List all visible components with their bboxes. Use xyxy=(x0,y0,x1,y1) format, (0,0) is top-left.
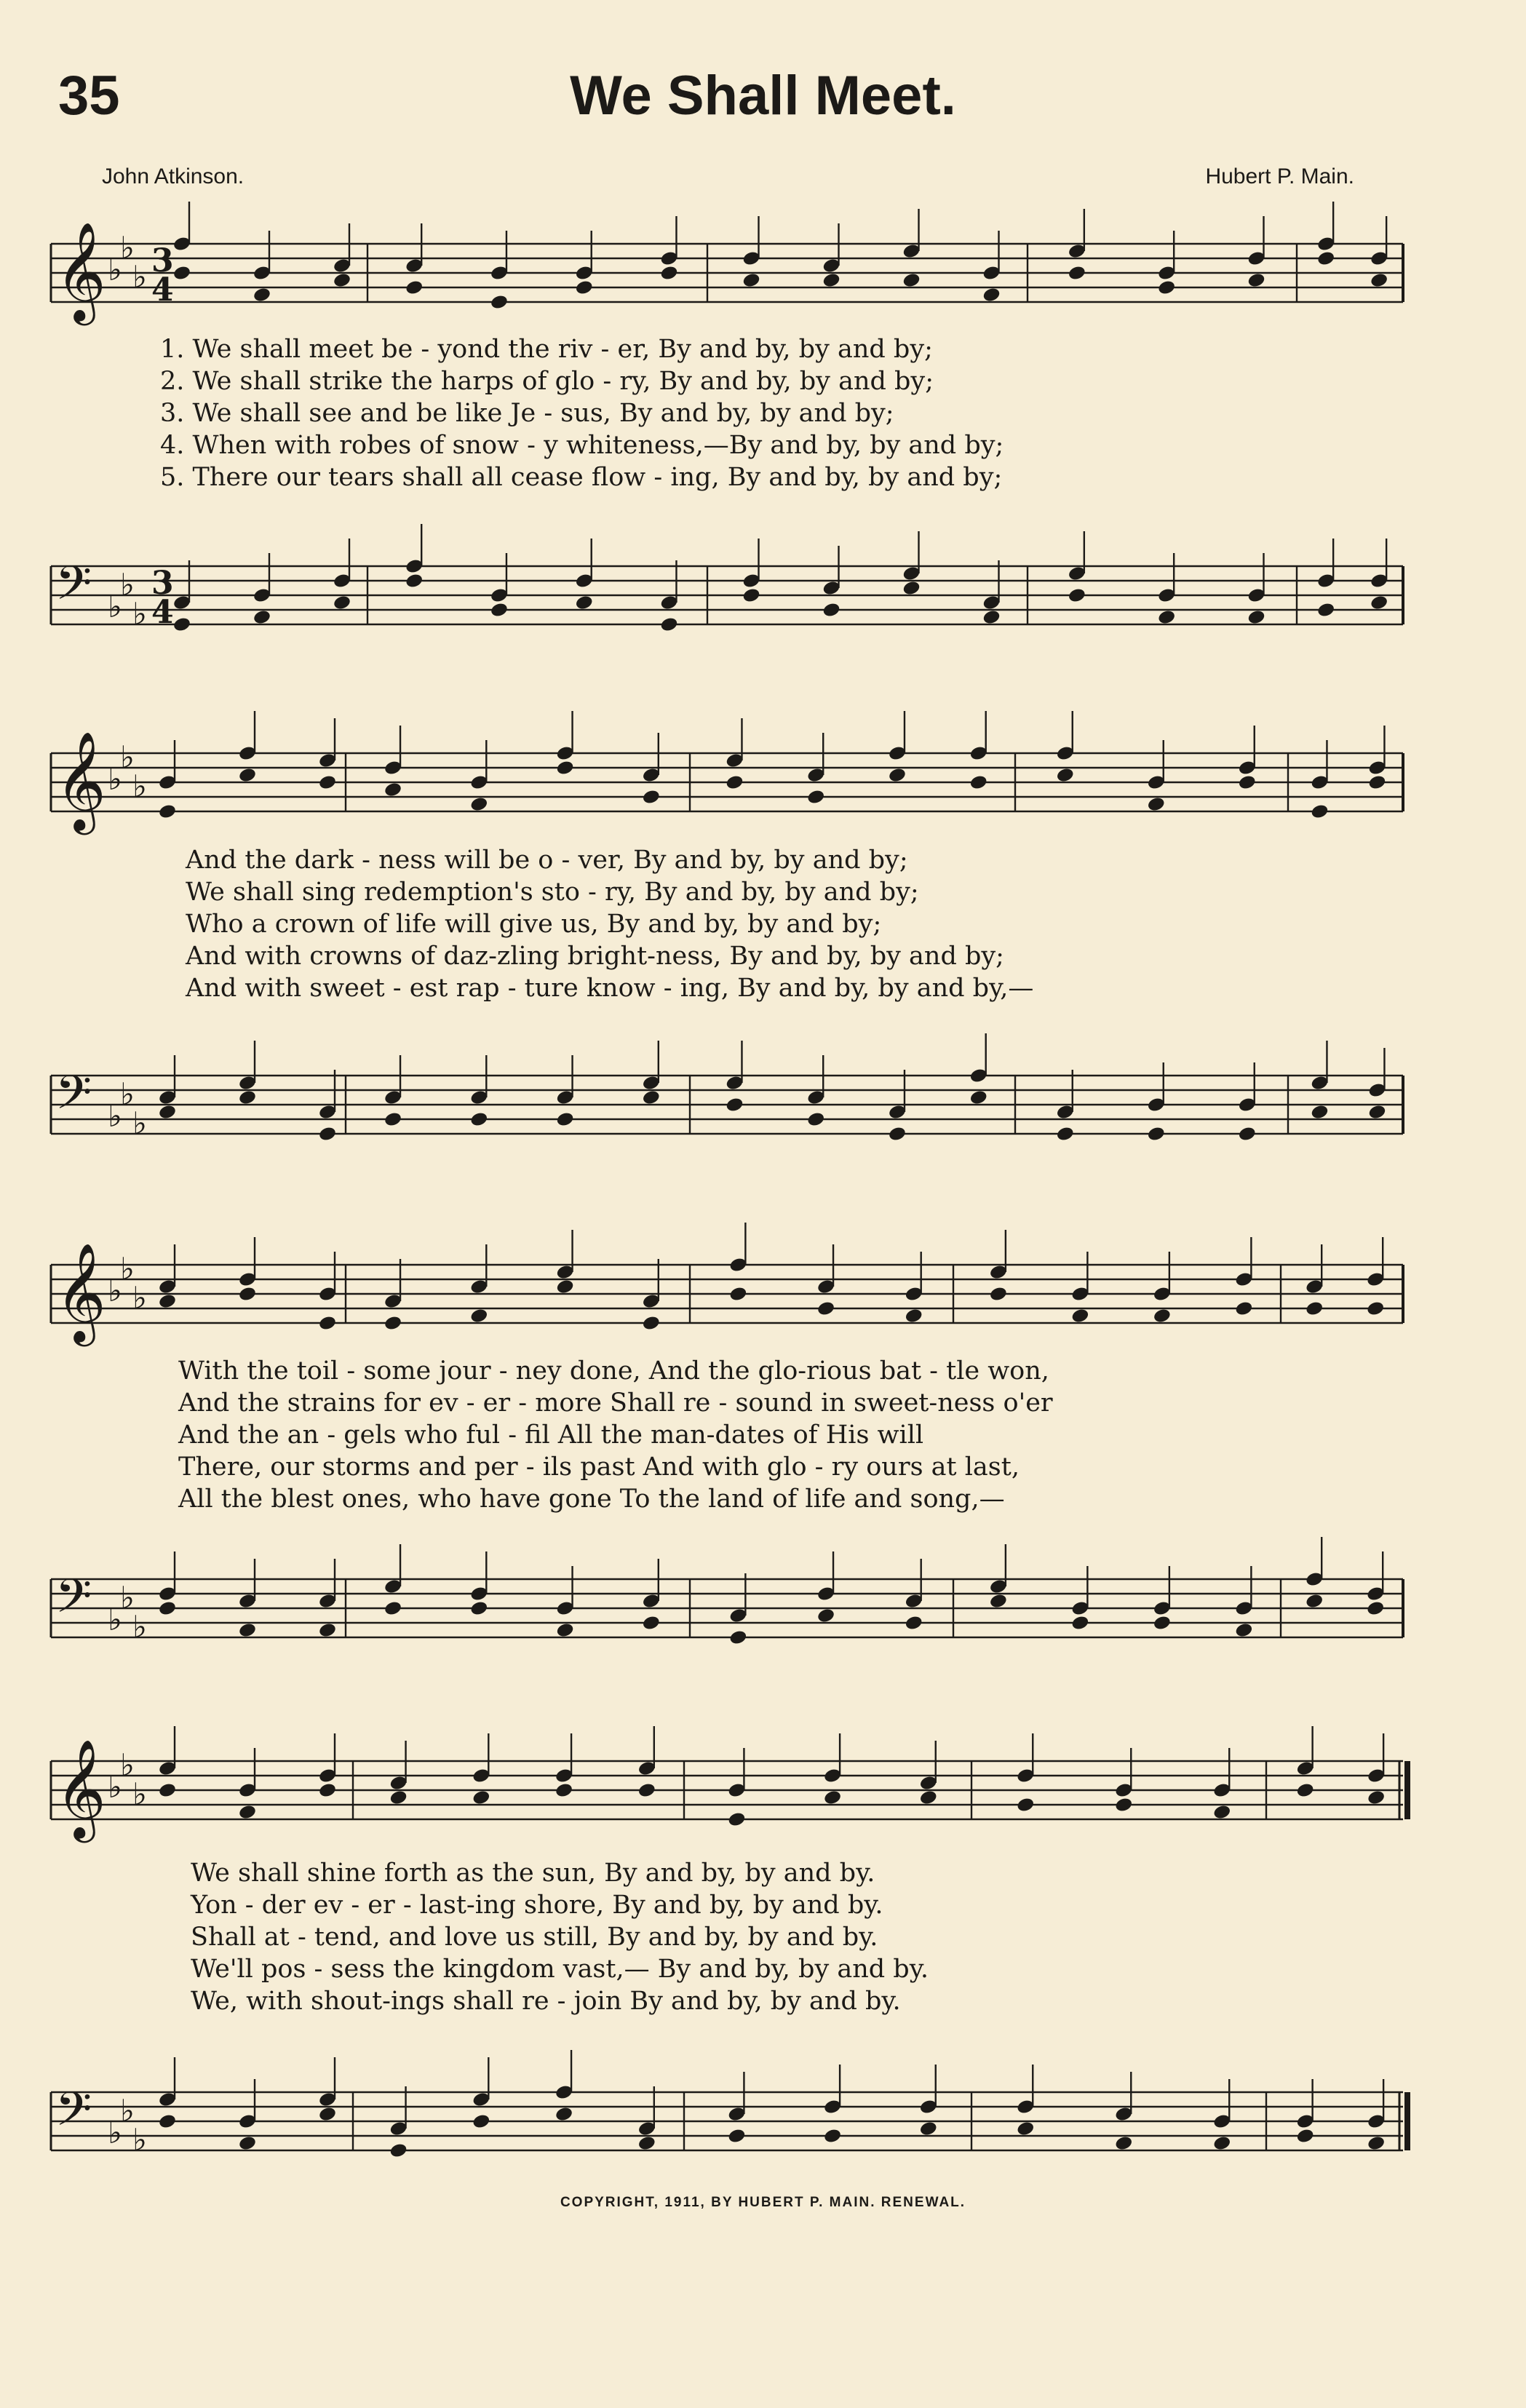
note-head xyxy=(728,1286,747,1303)
flat-icon: ♭ xyxy=(132,259,147,295)
lyric-line: We'll pos - sess the kingdom vast,— By and by, by and by. xyxy=(191,1955,929,1984)
lyric-line: And with crowns of daz-zling bright-ness, By and by, by and by; xyxy=(186,942,1004,971)
note-head xyxy=(158,1104,177,1121)
note-head xyxy=(1157,609,1176,626)
lyric-line: All the blest ones, who have gone To the land of life and song,— xyxy=(178,1485,1005,1514)
note-head xyxy=(1367,2135,1386,2152)
note-head xyxy=(253,287,271,303)
flat-icon: ♭ xyxy=(120,1580,135,1616)
note-head xyxy=(405,573,424,589)
bass-clef-icon: 𝄢 xyxy=(55,2083,92,2148)
flat-icon: ♭ xyxy=(120,2093,135,2129)
lyrics-system-1 xyxy=(160,333,1354,493)
flat-icon: ♭ xyxy=(132,1105,147,1141)
flat-icon: ♭ xyxy=(132,596,147,632)
flat-icon: ♭ xyxy=(132,1609,147,1645)
note-head xyxy=(1296,2128,1315,2145)
note-head xyxy=(1305,1593,1324,1610)
note-head xyxy=(642,789,661,806)
flat-icon: ♭ xyxy=(108,252,122,287)
note-head xyxy=(1367,1789,1386,1806)
flat-icon: ♭ xyxy=(120,739,135,775)
note-head xyxy=(384,1111,402,1128)
note-head xyxy=(158,1293,177,1310)
note-head xyxy=(238,2135,257,2152)
lyric-line: 3. We shall see and be like Je - sus, By and by, by and by; xyxy=(160,399,894,428)
note-head xyxy=(1367,774,1386,791)
note-head xyxy=(1070,1308,1089,1324)
treble-clef-icon: 𝄞 xyxy=(55,730,106,830)
note-head xyxy=(659,265,678,282)
lyric-line: With the toil - some jour - ney done, And the glo-rious bat - tle won, xyxy=(178,1356,1049,1386)
treble-staff-1 xyxy=(0,220,1526,321)
note-head xyxy=(172,265,191,282)
note-head xyxy=(1370,595,1388,611)
note-head xyxy=(158,2113,177,2130)
note-head xyxy=(982,609,1001,626)
note-head xyxy=(659,616,678,633)
hymn-number: 35 xyxy=(58,65,120,127)
note-head xyxy=(384,1600,402,1617)
note-head xyxy=(1212,1804,1231,1821)
flat-icon: ♭ xyxy=(108,2115,122,2150)
note-head xyxy=(1316,602,1335,619)
note-head xyxy=(238,1622,257,1639)
note-head xyxy=(888,1126,907,1143)
note-head xyxy=(318,1782,337,1799)
note-head xyxy=(555,1279,574,1295)
note-head xyxy=(555,760,574,776)
bass-staff-3 xyxy=(0,1565,1526,1645)
note-head xyxy=(318,1315,337,1332)
flat-icon: ♭ xyxy=(132,1776,147,1812)
note-head xyxy=(989,1593,1008,1610)
bass-staff-1 xyxy=(0,552,1526,632)
note-head xyxy=(725,1097,744,1113)
note-head xyxy=(642,1615,661,1632)
note-head xyxy=(888,767,907,784)
flat-icon: ♭ xyxy=(120,1076,135,1112)
note-head xyxy=(1310,803,1329,820)
note-head xyxy=(1068,587,1086,604)
treble-staff-2 xyxy=(0,730,1526,830)
words-credit: John Atkinson. xyxy=(102,164,245,188)
note-head xyxy=(318,2106,337,2123)
lyric-line: And with sweet - est rap - ture know - ing, By and by, by and by,— xyxy=(186,974,1034,1003)
note-head xyxy=(318,1622,337,1639)
note-head xyxy=(727,2128,746,2145)
note-head xyxy=(642,1089,661,1106)
flat-icon: ♭ xyxy=(132,2122,147,2158)
note-head xyxy=(158,1782,177,1799)
time-signature: 4 xyxy=(151,594,174,631)
note-head xyxy=(1296,1782,1315,1799)
time-signature: 4 xyxy=(151,271,174,309)
note-head xyxy=(637,2135,656,2152)
note-head xyxy=(806,1111,825,1128)
flat-icon: ♭ xyxy=(120,567,135,603)
note-head xyxy=(823,1789,842,1806)
note-head xyxy=(555,1622,574,1639)
note-head xyxy=(982,287,1001,303)
note-head xyxy=(1370,272,1388,289)
note-head xyxy=(238,767,257,784)
time-signature: 3 xyxy=(151,242,174,279)
lyric-line: And the strains for ev - er - more Shall re - sound in sweet-ness o'er xyxy=(178,1388,1053,1418)
note-head xyxy=(469,1111,488,1128)
final-barline xyxy=(1404,2092,1410,2150)
final-barline xyxy=(1404,1761,1410,1819)
bass-clef-icon: 𝄢 xyxy=(55,1066,92,1132)
lyric-line: 5. There our tears shall all cease flow - ing, By and by, by and by; xyxy=(160,463,1003,492)
note-head xyxy=(728,1629,747,1646)
note-head xyxy=(555,1111,574,1128)
hymn-title: We Shall Meet. xyxy=(570,65,956,127)
note-head xyxy=(469,1600,488,1617)
lyric-line: We shall sing redemption's sto - ry, By and by, by and by; xyxy=(186,878,919,907)
flat-icon: ♭ xyxy=(108,761,122,797)
note-head xyxy=(469,1308,488,1324)
lyric-line: Shall at - tend, and love us still, By and by, by and by. xyxy=(191,1923,878,1952)
note-head xyxy=(1316,250,1335,267)
note-head xyxy=(555,2106,573,2123)
treble-clef-icon: 𝄞 xyxy=(55,1738,106,1838)
bass-staff-4 xyxy=(0,2078,1526,2158)
note-head xyxy=(333,595,351,611)
note-head xyxy=(1212,2135,1231,2152)
note-head xyxy=(1238,1126,1257,1143)
music-credit: Hubert P. Main. xyxy=(1205,164,1354,188)
note-head xyxy=(1016,1797,1035,1813)
note-head xyxy=(1016,2121,1035,2137)
treble-clef-icon: 𝄞 xyxy=(55,220,106,321)
note-head xyxy=(742,587,760,604)
lyric-line: There, our storms and per - ils past And with glo - ry ours at last, xyxy=(178,1453,1020,1482)
lyric-line: Who a crown of life will give us, By and by, by and by; xyxy=(186,910,882,939)
note-head xyxy=(1234,1300,1253,1317)
note-head xyxy=(1056,1126,1075,1143)
note-head xyxy=(490,294,509,311)
note-head xyxy=(905,1615,923,1632)
note-head xyxy=(318,1126,337,1143)
note-head xyxy=(318,774,337,791)
flat-icon: ♭ xyxy=(132,768,147,804)
flat-icon: ♭ xyxy=(108,1769,122,1805)
lyrics-system-3 xyxy=(178,1355,1372,1515)
note-head xyxy=(158,1600,177,1617)
note-head xyxy=(1366,1300,1385,1317)
note-head xyxy=(158,803,177,820)
note-head xyxy=(1366,1600,1385,1617)
note-head xyxy=(822,272,841,289)
flat-icon: ♭ xyxy=(108,1273,122,1308)
treble-staff-4 xyxy=(0,1738,1526,1838)
note-head xyxy=(902,580,921,597)
treble-staff-3 xyxy=(0,1241,1526,1342)
note-head xyxy=(637,1782,656,1799)
note-head xyxy=(575,595,594,611)
note-head xyxy=(1147,1126,1166,1143)
note-head xyxy=(253,609,271,626)
note-head xyxy=(742,272,760,289)
note-head xyxy=(1367,1104,1386,1121)
note-head xyxy=(806,789,825,806)
note-head xyxy=(238,1286,257,1303)
note-head xyxy=(389,1789,408,1806)
note-head xyxy=(172,616,191,633)
note-head xyxy=(989,1286,1008,1303)
note-head xyxy=(472,1789,490,1806)
note-head xyxy=(1238,774,1257,791)
flat-icon: ♭ xyxy=(108,1098,122,1134)
note-head xyxy=(1056,767,1075,784)
note-head xyxy=(1153,1308,1172,1324)
lyrics-system-4 xyxy=(191,1857,1384,2017)
note-head xyxy=(469,796,488,813)
note-head xyxy=(727,1811,746,1828)
copyright-notice: COPYRIGHT, 1911, BY HUBERT P. MAIN. RENEWAL. xyxy=(560,2195,966,2210)
treble-clef-icon: 𝄞 xyxy=(55,1241,106,1342)
note-head xyxy=(816,1300,835,1317)
note-head xyxy=(1068,265,1086,282)
note-head xyxy=(969,1089,988,1106)
note-head xyxy=(490,602,509,619)
note-head xyxy=(389,2142,408,2159)
note-head xyxy=(1114,2135,1133,2152)
note-head xyxy=(642,1315,661,1332)
note-head xyxy=(238,1804,257,1821)
note-head xyxy=(1157,279,1176,296)
note-head xyxy=(1114,1797,1133,1813)
lyric-line: We, with shout-ings shall re - join By and by, by and by. xyxy=(191,1987,901,2016)
flat-icon: ♭ xyxy=(108,1602,122,1637)
note-head xyxy=(823,2128,842,2145)
note-head xyxy=(238,1089,257,1106)
lyric-line: 1. We shall meet be - yond the riv - er, By and by, by and by; xyxy=(160,335,933,364)
bass-staff-2 xyxy=(0,1061,1526,1141)
lyric-line: And the dark - ness will be o - ver, By and by, by and by; xyxy=(186,846,908,875)
flat-icon: ♭ xyxy=(120,1251,135,1287)
note-head xyxy=(1070,1615,1089,1632)
note-head xyxy=(902,272,921,289)
note-head xyxy=(1310,1104,1329,1121)
note-head xyxy=(905,1308,923,1324)
note-head xyxy=(384,782,402,798)
lyric-line: 2. We shall strike the harps of glo - ry, By and by, by and by; xyxy=(160,367,934,396)
flat-icon: ♭ xyxy=(132,1280,147,1316)
flat-icon: ♭ xyxy=(108,589,122,624)
lyric-line: Yon - der ev - er - last-ing shore, By and by, by and by. xyxy=(191,1891,883,1920)
note-head xyxy=(555,1782,573,1799)
note-head xyxy=(919,1789,938,1806)
note-head xyxy=(822,602,841,619)
note-head xyxy=(725,774,744,791)
note-head xyxy=(1147,796,1166,813)
note-head xyxy=(405,279,424,296)
note-head xyxy=(969,774,988,791)
note-head xyxy=(1247,609,1265,626)
note-head xyxy=(919,2121,938,2137)
bass-clef-icon: 𝄢 xyxy=(55,557,92,622)
lyric-line: We shall shine forth as the sun, By and by, by and by. xyxy=(191,1859,875,1888)
lyric-line: And the an - gels who ful - fil All the man-dates of His will xyxy=(178,1420,924,1450)
note-head xyxy=(1153,1615,1172,1632)
note-head xyxy=(1247,272,1265,289)
note-head xyxy=(1234,1622,1253,1639)
note-head xyxy=(384,1315,402,1332)
flat-icon: ♭ xyxy=(120,230,135,266)
flat-icon: ♭ xyxy=(120,1747,135,1783)
note-head xyxy=(1305,1300,1324,1317)
time-signature: 3 xyxy=(151,565,174,602)
lyric-line: 4. When with robes of snow - y whiteness,—By and by, by and by; xyxy=(160,431,1004,460)
lyrics-system-2 xyxy=(186,844,1379,1004)
note-head xyxy=(575,279,594,296)
note-head xyxy=(816,1608,835,1624)
bass-clef-icon: 𝄢 xyxy=(55,1570,92,1635)
note-head xyxy=(333,272,351,289)
note-head xyxy=(472,2113,490,2130)
